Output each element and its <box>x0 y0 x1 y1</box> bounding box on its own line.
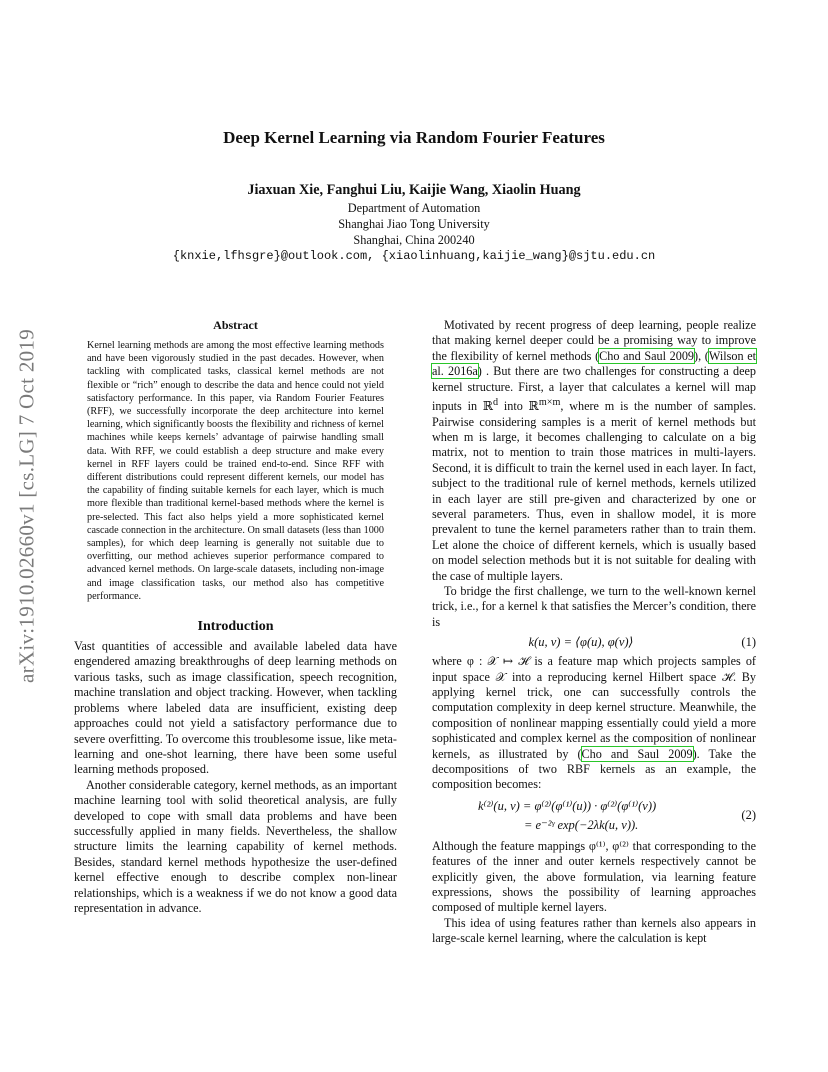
right-paragraph-5: This idea of using features rather than kernels also appears in large-scale kernel learning, where the calculation is kept <box>432 915 756 946</box>
right-paragraph-2: To bridge the first challenge, we turn to the well-known kernel trick, i.e., for a kernel k that satisfies the Mercer’s condition, there is <box>432 583 756 629</box>
equation-1-number: (1) <box>741 634 756 649</box>
paper-title: Deep Kernel Learning via Random Fourier Features <box>223 128 605 147</box>
citation-cho-saul-2009-b[interactable]: Cho and Saul 2009 <box>581 746 693 761</box>
arxiv-stamp-text: arXiv:1910.02660v1 [cs.LG] 7 Oct 2019 <box>14 328 39 684</box>
superscript-m-by-m: m×m <box>538 397 561 409</box>
intro-paragraph-1: Vast quantities of accessible and available labeled data have engendered amazing breakthroughs of deep learning methods on various tasks, such as image classification, speech recognition, machine translation and object tracking. However, when tackling problems where labeled data are insufficient, existing deep approaches could not yield a satisfactory performance due to severe overfitting. To overcome this troublesome issue, like meta-learning and one-shot learning, there have been some useful learning methods proposed. <box>74 639 397 777</box>
right-p1-d: into ℝ <box>498 399 539 414</box>
equation-1 <box>432 634 756 650</box>
right-p1-c: ) . But there are two challenges for constructing a deep kernel structure. First, a layer that calculates a kernel will map inputs in ℝ <box>432 364 756 414</box>
right-p1-a: Motivated by recent progress of deep learning, people realize that making kernel deeper could be a promising way to improve the flexibility of kernel methods ( <box>432 318 756 363</box>
intro-paragraph-2: Another considerable category, kernel methods, as an important machine learning tool with solid theoretical analysis, are fully developed to cope with small data problems and have been successfully applied in many fields. Nevertheless, the shallow structure limits the learning capability of kernel methods. Besides, standard kernel methods hypothesize the user-defined kernel effective enough to describe complex non-linear relationships, which is a weakness if we do not know a good data representation in advance. <box>74 777 397 915</box>
right-column <box>432 318 756 947</box>
equation-2-line-1: k⁽²⁾(u, v) = φ⁽²⁾(φ⁽¹⁾(u)) · φ⁽²⁾(φ⁽¹⁾(v)) <box>478 798 657 813</box>
right-p1-b: ), ( <box>694 348 709 363</box>
equation-2 <box>432 797 756 835</box>
citation-wilson-2016a[interactable]: Wilson et al. 2016a <box>432 348 756 379</box>
affiliation-block <box>74 200 754 264</box>
abstract-text: Kernel learning methods are among the most effective learning methods and have been vigorously studied in the past decades. However, when tackling with complicated tasks, classical kernel methods are not flexible or “rich” enough to describe the data and hence could not yield satisfactory performance. In this paper, via Random Fourier Features (RFF), we successfully incorporate the deep architecture into kernel learning, which significantly boosts the flexibility and richness of kernel machines while keeps kernels’ advantage of pairwise handling small data. With RFF, we could establish a deep structure and make every kernel in RFF layers could be trained end-to-end. Since RFF with different distributions could represent different kernels, our model has the capability of finding suitable kernels for each layer, which is much more flexible than traditional kernel-based methods where the kernel is pre-selected. This fact also helps yield a more sophisticated kernel cascade connection in the architecture. On small datasets (less than 1000 samples), for which deep learning is generally not suitable due to overfitting, our method achieves superior performance compared to advanced kernel methods. On large-scale datasets, including non-image and image classification tasks, our method also has competitive performance. <box>87 340 384 602</box>
left-column <box>74 318 397 916</box>
superscript-d: d <box>493 397 499 409</box>
right-p3-a: where φ : 𝒳 ↦ ℋ is a feature map which projects samples of input space 𝒳 into a reproducing kernel Hilbert space ℋ. By applying kernel trick, one can successfully controls the computation complexity in deep kernel structure. Meanwhile, the composition of nonlinear mapping essentially could yield a more sophisticated and complex kernel as the composition of nonlinear kernels, as illustrated by ( <box>432 654 756 761</box>
introduction-heading: Introduction <box>197 619 274 635</box>
right-p1-e: , where m is the number of samples. Pairwise considering samples is a merit of kernel methods but when m is large, it becomes challenging to calculate on a big matrix, not to mention to train those matrices in multi-layers. Second, it is difficult to train the kernel used in each layer. In fact, subject to the traditional rule of kernel methods, kernels utilized in each layer are still pre-given and characterized by one or several parameters. Thus, even in shallow model, it is more prevalent to tune the kernel parameters rather than to train them. Let alone the choice of different kernels, which is usually based on model selection methods but it is not suitable for dealing with the case of multiple layers. <box>432 399 757 583</box>
right-paragraph-4: Although the feature mappings φ⁽¹⁾, φ⁽²⁾ that corresponding to the features of the inner and outer kernels respectively cannot be explicitly given, the above formulation, via learning feature expressions, shows the possibility of learning approaches composed of multiple kernel layers. <box>432 838 756 915</box>
arxiv-stamp <box>12 296 42 716</box>
equation-2-lines <box>432 797 730 835</box>
right-paragraph-3 <box>432 654 756 793</box>
equation-2-line-2: = e⁻²ᵞ exp(−2λk(u, v)). <box>524 817 639 832</box>
equation-1-expression: k(u, v) = ⟨φ(u), φ(v)⟩ <box>528 635 634 650</box>
right-p3-b: ). Take the decompositions of two RBF kernels as an example, the composition becomes: <box>432 746 756 792</box>
affiliation-address: Shanghai, China 200240 <box>353 233 475 247</box>
author-emails: {knxie,lfhsgre}@outlook.com, {xiaolinhuang,kaijie_wang}@sjtu.edu.cn <box>172 249 656 263</box>
affiliation-university: Shanghai Jiao Tong University <box>338 217 490 231</box>
citation-cho-saul-2009[interactable]: Cho and Saul 2009 <box>599 348 695 363</box>
right-paragraph-1 <box>432 318 756 584</box>
equation-2-number: (2) <box>741 808 756 823</box>
paper-authors: Jiaxuan Xie, Fanghui Liu, Kaijie Wang, Xiaolin Huang <box>247 182 581 198</box>
abstract-heading: Abstract <box>213 318 258 332</box>
affiliation-department: Department of Automation <box>347 201 481 215</box>
